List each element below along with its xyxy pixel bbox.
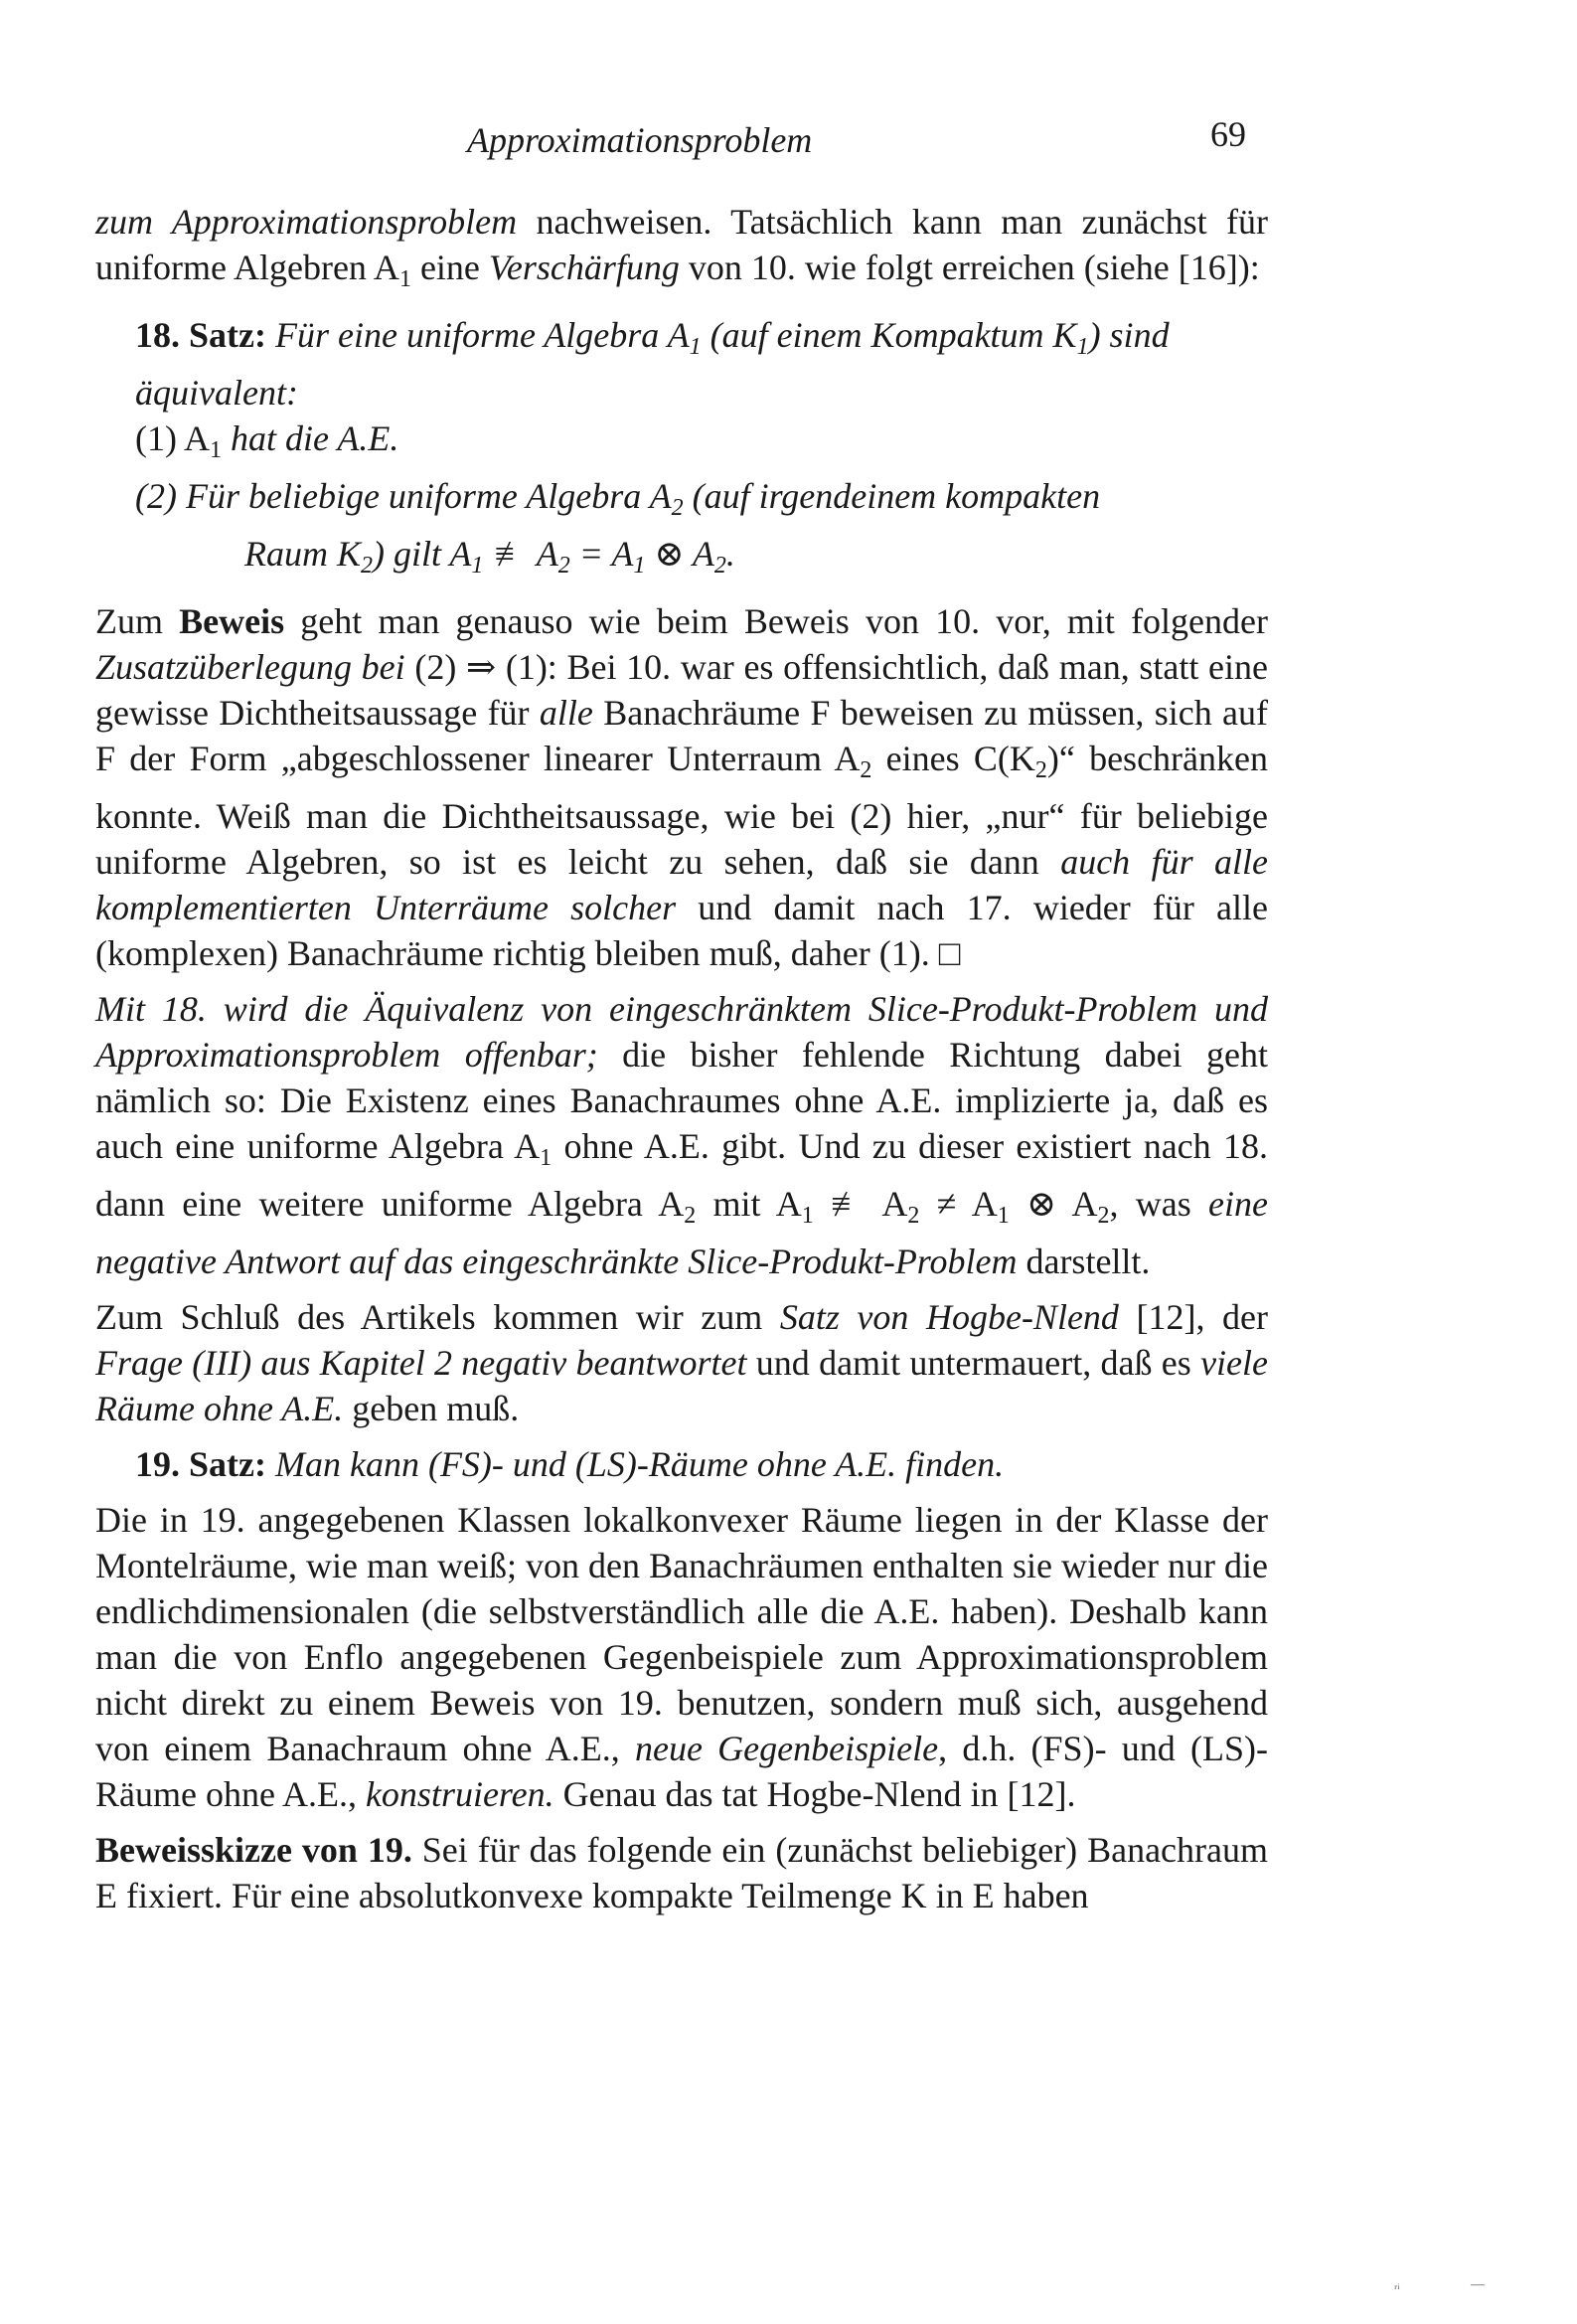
condition-1 — [135, 415, 1268, 473]
subscript: 1 — [997, 1203, 1010, 1229]
text-run: konstruieren. — [365, 1774, 554, 1814]
text-run: Zusatzüberlegung bei — [95, 647, 405, 687]
text-run: ≠ A — [919, 1184, 998, 1224]
text-run: )“ beschränken konnte. Weiß man die Dichtheitsaussage, wie bei (2) hier, „nur“ für beliebige uniforme Algebren, so ist es leicht zu sehen, daß sie dann — [95, 739, 1268, 882]
subscript: 2 — [684, 1203, 697, 1229]
text-run: Beweisskizze von 19. — [95, 1830, 412, 1870]
page-body — [95, 199, 1268, 1928]
running-title: Approximationsproblem — [467, 120, 813, 160]
subscript: 2 — [671, 495, 684, 521]
text-run: Sei für das folgende ein (zunächst beliebiger) Banachraum E fixiert. Für eine absolutkonvexe kompakte Teilmenge K in E haben — [95, 1830, 1268, 1915]
text-run: geht man genauso wie beim Beweis von 10. vor, mit folgender — [284, 601, 1268, 641]
text-run: Beweis — [179, 601, 285, 641]
text-run: ≢ A — [813, 1184, 908, 1224]
condition-2 — [135, 473, 1268, 531]
subscript: 2 — [557, 553, 570, 579]
text-run: Mit 18. wird die Äquivalenz von eingeschränktem Slice-Produkt-Problem und Approximationsproblem offenbar; — [95, 989, 1268, 1075]
text-run: Satz von Hogbe-Nlend — [779, 1297, 1119, 1337]
text-run: Man kann (FS)- und (LS)-Räume ohne A.E. finden. — [274, 1444, 1005, 1484]
text-run: hat die A.E. — [222, 418, 399, 458]
text-run: eine negative Antwort auf das eingeschränkte Slice-Produkt-Problem — [95, 1184, 1268, 1281]
text-run: Frage (III) aus Kapitel 2 negativ beantwortet — [95, 1343, 747, 1383]
subscript: 1 — [540, 1145, 552, 1171]
paragraph-3 — [95, 986, 1268, 1284]
text-run: . — [725, 534, 735, 574]
subscript: 2 — [713, 553, 726, 579]
text-run: ) sind äquivalent: — [135, 315, 1170, 413]
subscript: 1 — [633, 553, 646, 579]
text-run: und damit untermauert, daß es — [746, 1343, 1201, 1383]
text-run: alle — [539, 693, 593, 733]
text-run: Raum K — [244, 534, 361, 574]
text-run: (1) A — [135, 418, 210, 458]
text-run: Zum Schluß des Artikels kommen wir zum — [95, 1297, 780, 1337]
paragraph-5 — [95, 1497, 1268, 1817]
text-run: Verschärfung — [488, 248, 680, 287]
text-run: eine — [410, 248, 489, 287]
theorem-number: 19. Satz: — [135, 1444, 275, 1484]
text-run: ⊗ A — [1009, 1184, 1098, 1224]
page-number: 69 — [1210, 114, 1246, 154]
text-run: ≢ A — [483, 534, 558, 574]
subscript: 1 — [689, 334, 702, 360]
theorem-19 — [95, 1441, 1268, 1487]
text-run: (auf einem Kompaktum K — [701, 315, 1077, 355]
paragraph-1 — [95, 199, 1268, 302]
text-run: , was — [1109, 1184, 1209, 1224]
subscript: 1 — [398, 266, 411, 292]
text-run: ⊗ A — [645, 534, 714, 574]
text-run: mit A — [696, 1184, 802, 1224]
paragraph-2 — [95, 598, 1268, 976]
paragraph-6 — [95, 1827, 1268, 1918]
text-run: Für eine uniforme Algebra A — [274, 315, 690, 355]
text-run: Die in 19. angegebenen Klassen lokalkonvexer Räume liegen in der Klasse der Montelräume, wie man weiß; von den Banachräumen enthalten sie wieder nur die endlichdimensionalen (die selbstverständlich alle die A.E. haben). Deshalb kann man die von Enflo angegebenen Gegenbeispiele zum Approximationsproblem nicht direkt zu einem Beweis von 19. benutzen, sondern muß sich, ausgehend von einem Banachraum ohne A.E., — [95, 1500, 1268, 1768]
text-run: auch für alle komplementierten Unterräume solcher — [95, 842, 1268, 927]
text-run: zum Approximationsproblem — [95, 202, 518, 242]
subscript: 2 — [907, 1203, 920, 1229]
text-run: (2) Für beliebige uniforme Algebra A — [135, 476, 672, 516]
subscript: 1 — [471, 553, 484, 579]
text-run: von 10. wie folgt erreichen (siehe [16]): — [679, 248, 1260, 287]
subscript: 1 — [1076, 334, 1089, 360]
text-run: darstellt. — [1017, 1242, 1151, 1281]
paragraph-4 — [95, 1294, 1268, 1431]
text-run: Banachräume F beweisen zu müssen, sich auf F der Form „abgeschlossener linearer Unterraum A — [95, 693, 1269, 778]
text-run: = A — [569, 534, 634, 574]
scan-mark: ᵣᵢ — [1394, 2277, 1400, 2292]
text-run: Zum — [95, 601, 180, 641]
text-run: geben muß. — [343, 1389, 520, 1428]
text-run: und damit nach 17. wieder für alle (komplexen) Banachräume richtig bleiben muß, daher (1). □ — [95, 888, 1269, 973]
text-run: , d.h. (FS)- und (LS)-Räume ohne A.E., — [95, 1729, 1268, 1814]
text-run: Genau das tat Hogbe-Nlend in [12]. — [553, 1774, 1076, 1814]
theorem-number: 18. Satz: — [135, 315, 275, 355]
text-run: ) gilt A — [373, 534, 472, 574]
subscript: 2 — [1097, 1203, 1110, 1229]
subscript: 1 — [210, 437, 222, 463]
subscript: 1 — [801, 1203, 814, 1229]
theorem-18 — [95, 312, 1268, 588]
text-run: ohne A.E. gibt. Und zu dieser existiert nach 18. dann eine weitere uniforme Algebra A — [95, 1126, 1268, 1224]
text-run: [12], der — [1118, 1297, 1269, 1337]
text-run: nachweisen. Tatsächlich kann man zunächst für uniforme Algebren A — [95, 202, 1268, 287]
subscript: 2 — [361, 553, 373, 579]
text-run: viele Räume ohne A.E. — [95, 1343, 1269, 1428]
text-run: eines C(K — [871, 739, 1035, 778]
subscript: 2 — [1034, 757, 1047, 783]
text-run: (2) ⇒ (1): Bei 10. war es offensichtlich, daß man, statt eine gewisse Dichtheitsaussage für — [95, 647, 1268, 733]
text-run: die bisher fehlende Richtung dabei geht nämlich so: Die Existenz eines Banachraumes ohne A.E. implizierte ja, daß es auch eine uniforme Algebra A — [95, 1035, 1268, 1166]
text-run: neue Gegenbeispiele — [635, 1729, 939, 1768]
subscript: 2 — [860, 757, 872, 783]
scan-mark: — — [1471, 2277, 1485, 2292]
condition-2-continued — [135, 531, 1268, 588]
text-run: (auf irgendeinem kompakten — [683, 476, 1101, 516]
theorem-18-statement — [135, 312, 1268, 415]
